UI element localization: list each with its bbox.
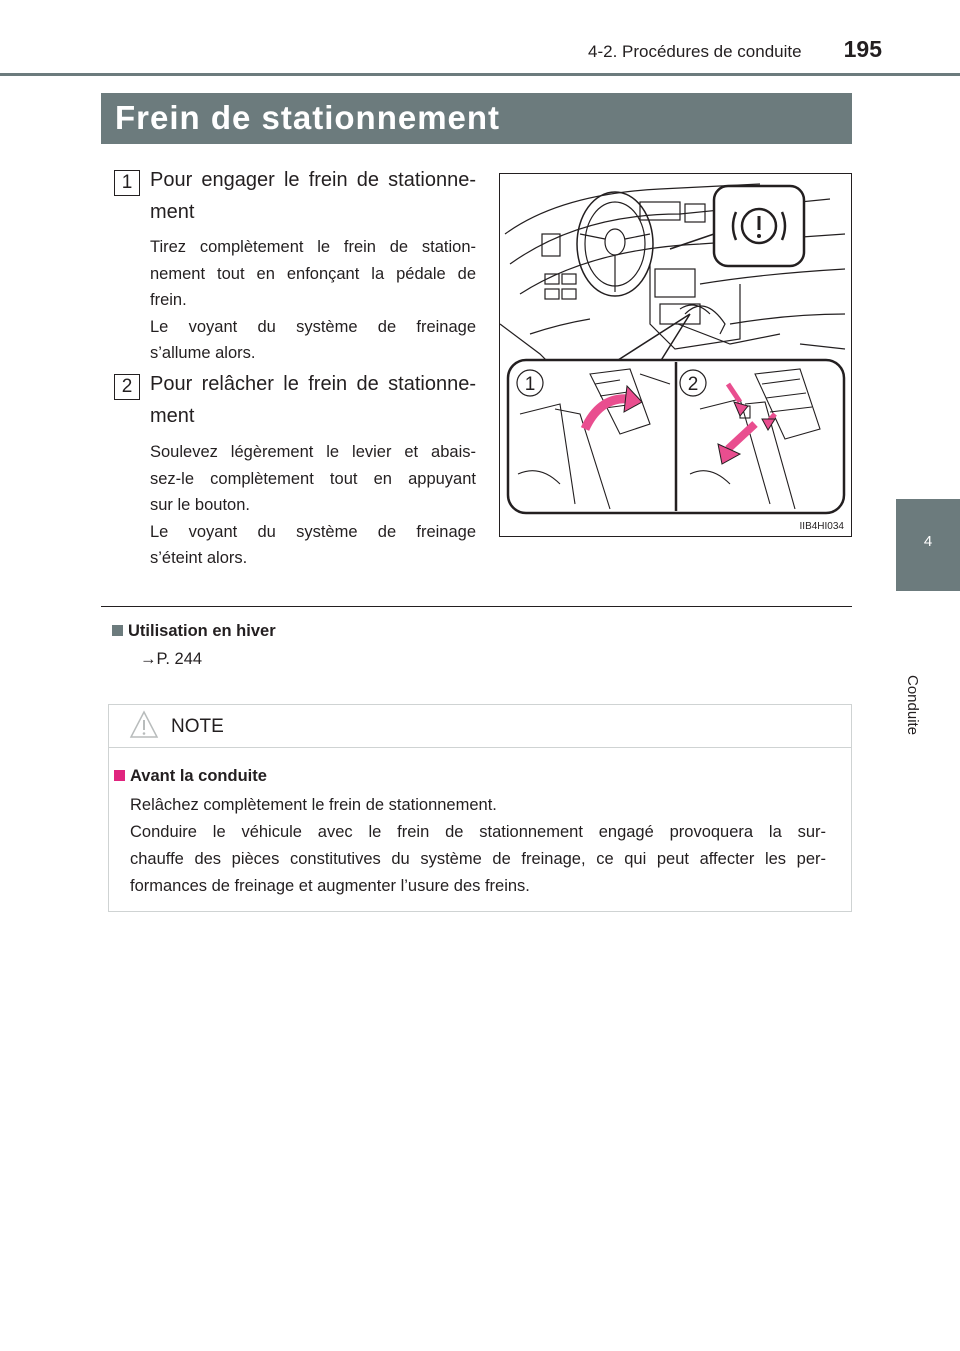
note-label: NOTE [171, 716, 224, 737]
header-rule [0, 73, 960, 76]
step-2-heading-line1: Pour relâcher le frein de stationne- [150, 373, 476, 395]
step-1-number: 1 [114, 170, 140, 196]
step-2-body-line4: Le voyant du système de freinage [150, 522, 476, 541]
step-1-body-line4: Le voyant du système de freinage [150, 317, 476, 336]
page-number: 195 [843, 36, 882, 62]
winter-heading [112, 622, 276, 641]
step-2-body-line1: Soulevez légèrement le levier et abais- [150, 443, 476, 461]
step-2-heading-line2: ment [150, 405, 195, 427]
section-divider [101, 606, 852, 607]
callout-1: 1 [524, 374, 536, 395]
note-line-4: formances de freinage et augmenter l’usure des freins. [130, 877, 530, 895]
chapter-label-container [896, 602, 960, 736]
note-line-3: chauffe des pièces constitutives du système de freinage, ce qui peut affecter les per- [130, 850, 826, 868]
note-body [130, 792, 826, 900]
chapter-label: Conduite [904, 675, 921, 736]
step-2-heading [150, 368, 476, 432]
step-2-body [150, 439, 476, 572]
square-bullet-icon [114, 770, 125, 781]
callout-2: 2 [687, 374, 699, 395]
step-2-body-line3: sur le bouton. [150, 496, 250, 514]
image-code: IIB4HI034 [799, 521, 844, 532]
step-1-heading-line1: Pour engager le frein de stationne- [150, 169, 476, 191]
parking-brake-illustration [499, 173, 852, 537]
winter-page-ref: →P. 244 [140, 650, 203, 668]
step-1-body-line5: s’allume alors. [150, 344, 256, 362]
winter-title: Utilisation en hiver [128, 622, 276, 640]
chapter-number: 4 [923, 533, 933, 550]
step-1-body-line1: Tirez complètement le frein de station- [150, 238, 476, 256]
square-bullet-icon [112, 625, 123, 636]
step-2-body-line2: sez-le complètement tout en appuyant [150, 469, 476, 488]
step-2-number: 2 [114, 374, 140, 400]
title-bar [101, 93, 852, 144]
step-2-body-line5: s’éteint alors. [150, 549, 248, 567]
dashboard-drawing [500, 174, 851, 536]
note-subheading [114, 767, 267, 786]
note-box [108, 704, 852, 912]
step-1-body-line3: frein. [150, 291, 187, 309]
step-1-heading-line2: ment [150, 201, 195, 223]
page-title: Frein de stationnement [115, 99, 501, 136]
note-line-2: Conduire le véhicule avec le frein de stationnement engagé provoquera la sur- [130, 823, 826, 841]
section-reference: 4-2. Procédures de conduite [588, 42, 802, 61]
chapter-tab [896, 499, 960, 591]
step-1-body-line2: nement tout en enfonçant la pédale de [150, 264, 476, 283]
note-line-1: Relâchez complètement le frein de stationnement. [130, 796, 497, 814]
step-1-body [150, 234, 476, 367]
note-subtitle: Avant la conduite [130, 767, 267, 785]
note-header [109, 705, 851, 748]
step-1-heading [150, 164, 476, 228]
warning-triangle-icon [129, 710, 159, 740]
